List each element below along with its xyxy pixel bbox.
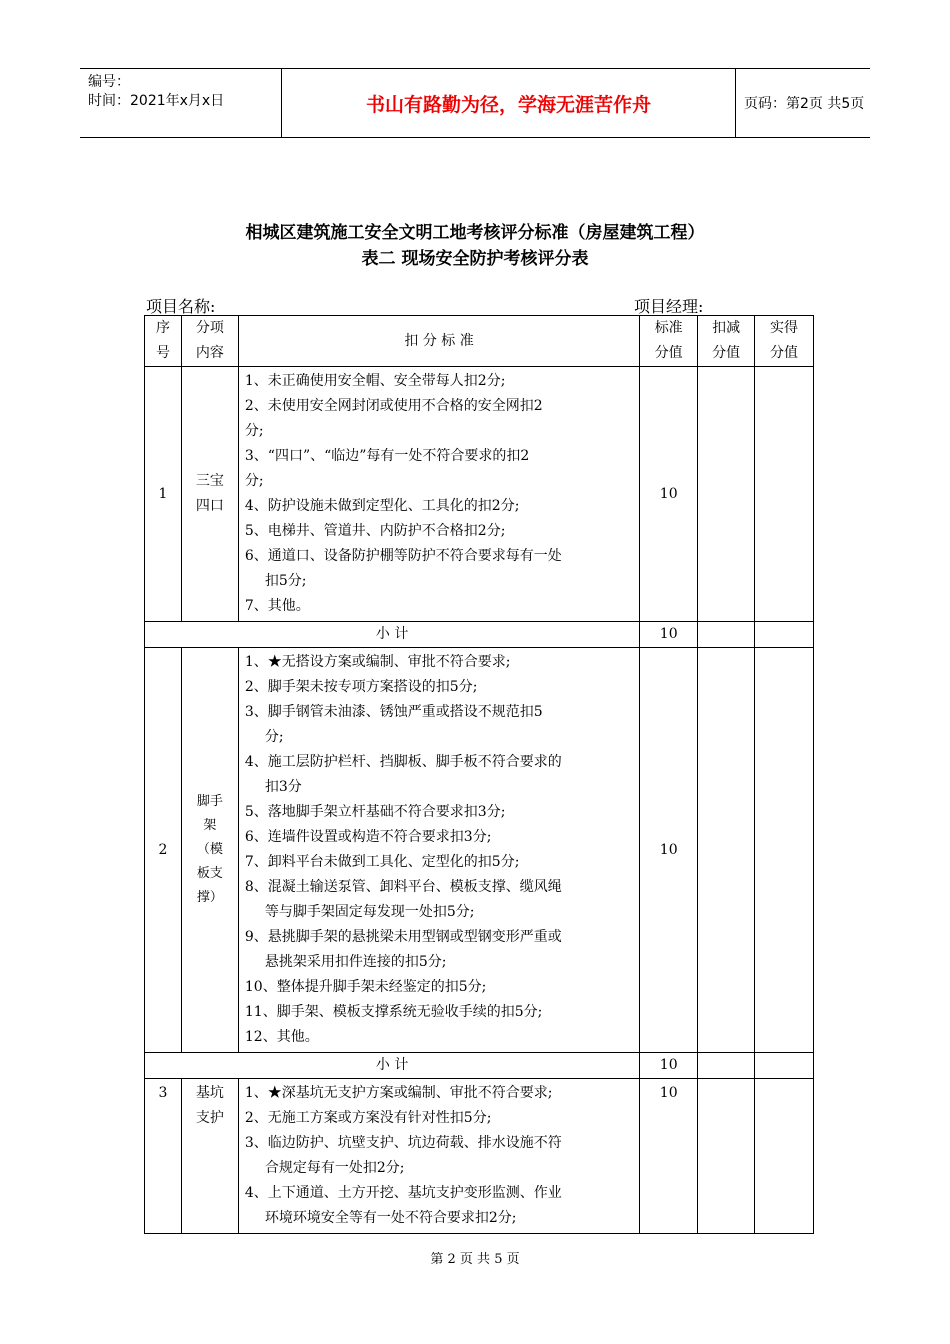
row-deduct-score — [698, 367, 755, 622]
header-actual-score: 实得 分值 — [755, 316, 814, 367]
header-criteria: 扣 分 标 准 — [238, 316, 639, 367]
row-seq: 3 — [145, 1079, 182, 1234]
row-actual-score — [755, 648, 814, 1053]
page-header — [80, 68, 870, 138]
row-standard-score: 10 — [640, 648, 698, 1053]
row-item: 三宝 四口 — [181, 367, 238, 622]
row-deduct-score — [698, 1079, 755, 1234]
subtotal-actual — [755, 1053, 814, 1079]
document-title: 相城区建筑施工安全文明工地考核评分标准（房屋建筑工程） — [245, 223, 705, 243]
header-meta — [88, 73, 224, 111]
header-seq: 序 号 — [145, 316, 182, 367]
scoring-table — [144, 315, 814, 1234]
row-criteria: 1、★无搭设方案或编制、审批不符合要求; 2、脚手架未按专项方案搭设的扣5分; 3、脚手钢管未油漆、锈蚀严重或搭设不规范扣5 分; 4、施工层防护栏杆、挡脚板、脚手板不符合要求的 扣3分 5、落地脚手架立杆基础不符合要求扣3分; 6、连墙件设置或构造不符合要求扣3分; 7、卸料平台未做到工具化、定型化的扣5分; 8、混凝土输送泵管、卸料平台、模板支撑、缆风绳 等与脚手架固定每发现一处扣5分; 9、悬挑脚手架的悬挑梁未用型钢或型钢变形严重或 悬挑架采用扣件连接的扣5分; 10、整体提升脚手架未经鉴定的扣5分; 11、脚手架、模板支撑系统无验收手续的扣5分; 12、其他。 — [238, 648, 639, 1053]
row-standard-score: 10 — [640, 1079, 698, 1234]
table-row — [145, 1079, 814, 1234]
header-deduct-score: 扣减 分值 — [698, 316, 755, 367]
subtotal-score: 10 — [640, 622, 698, 648]
header-motto: 书山有路勤为径，学海无涯苦作舟 — [281, 69, 736, 137]
header-item: 分项 内容 — [181, 316, 238, 367]
row-deduct-score — [698, 648, 755, 1053]
table-row — [145, 648, 814, 1053]
subtotal-actual — [755, 622, 814, 648]
row-standard-score: 10 — [640, 367, 698, 622]
row-criteria: 1、未正确使用安全帽、安全带每人扣2分; 2、未使用安全网封闭或使用不合格的安全网扣2 分; 3、“四口”、“临边”每有一处不符合要求的扣2 分; 4、防护设施未做到定型化、工具化的扣2分; 5、电梯井、管道井、内防护不合格扣2分; 6、通道口、设备防护棚等防护不符合要求每有一处 扣5分; 7、其他。 — [238, 367, 639, 622]
document-time-label: 时间：2021年x月x日 — [88, 93, 225, 109]
subtotal-deduct — [698, 622, 755, 648]
document-number-label: 编号： — [88, 74, 130, 90]
page-footer: 第 2 页 共 5 页 — [430, 1252, 520, 1267]
subtotal-row — [145, 622, 814, 648]
row-item: 基坑 支护 — [181, 1079, 238, 1234]
table-row — [145, 367, 814, 622]
table-header-row — [145, 316, 814, 367]
row-seq: 2 — [145, 648, 182, 1053]
row-item: 脚手 架 （模 板支 撑） — [181, 648, 238, 1053]
subtotal-deduct — [698, 1053, 755, 1079]
subtotal-score: 10 — [640, 1053, 698, 1079]
subtotal-label: 小 计 — [145, 622, 640, 648]
subtotal-label: 小 计 — [145, 1053, 640, 1079]
project-manager-label: 项目经理: — [634, 297, 704, 316]
row-criteria: 1、★深基坑无支护方案或编制、审批不符合要求; 2、无施工方案或方案没有针对性扣5分; 3、临边防护、坑壁支护、坑边荷载、排水设施不符 合规定每有一处扣2分; 4、上下通道、土方开挖、基坑支护变形监测、作业 环境环境安全等有一处不符合要求扣2分; — [238, 1079, 639, 1234]
row-actual-score — [755, 1079, 814, 1234]
header-standard-score: 标准 分值 — [640, 316, 698, 367]
row-seq: 1 — [145, 367, 182, 622]
subtotal-row — [145, 1053, 814, 1079]
row-actual-score — [755, 367, 814, 622]
project-name-label: 项目名称: — [146, 297, 216, 316]
header-page-code: 页码：第2页 共5页 — [744, 96, 865, 112]
document-subtitle: 表二 现场安全防护考核评分表 — [361, 249, 589, 269]
